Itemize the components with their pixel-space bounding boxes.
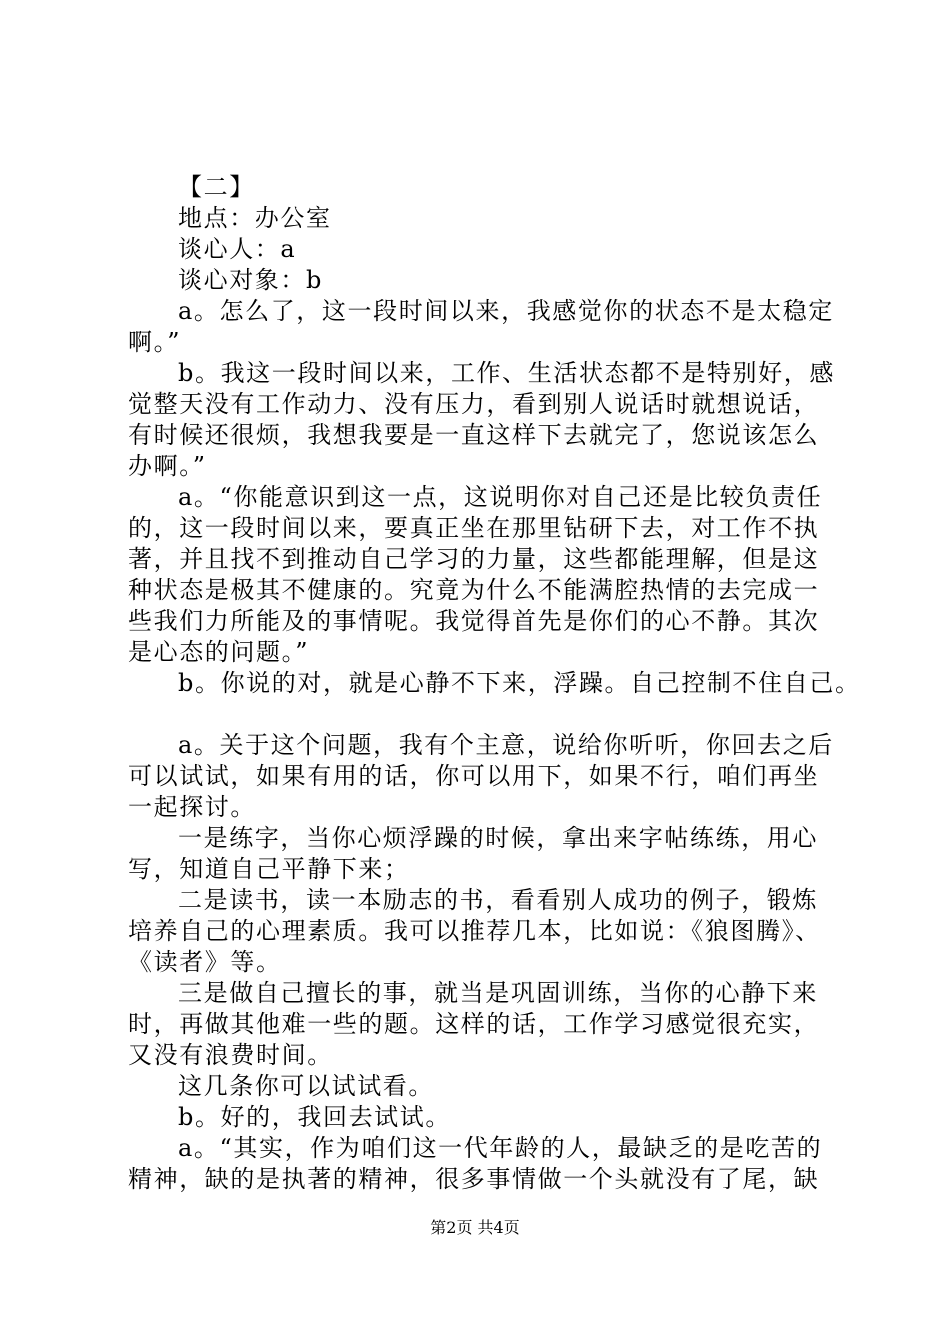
blank-line [128,699,838,730]
document-body [128,172,861,1195]
dialogue-paragraph: 这几条你可以试试看。 [178,1072,434,1100]
location-line: 地点：办公室 [178,204,332,232]
listener-line: 谈心对象：b [178,266,323,294]
dialogue-paragraph: b。好的，我回去试试。 [178,1103,451,1131]
page-footer: 第2页 共4页 [430,1218,520,1237]
list-item: 三是做自己擅长的事，就当是巩固训练，当你的心静下来时，再做其他难一些的题。这样的话，工作学习感觉很充实，又没有浪费时间。 [128,979,820,1069]
dialogue-paragraph: a。怎么了，这一段时间以来，我感觉你的状态不是太稳定啊。” [128,297,834,356]
dialogue-paragraph: b。你说的对，就是心静不下来，浮躁。自己控制不住自己。 [178,669,861,697]
dialogue-paragraph: a。“你能意识到这一点，这说明你对自己还是比较负责任的，这一段时间以来，要真正坐在那里钻研下去，对工作不执著，并且找不到推动自己学习的力量，这些都能理解，但是这种状态是极其不健康的。究竟为什么不能满腔热情的去完成一些我们力所能及的事情呢。我觉得首先是你们的心不静。其次是心态的问题。” [128,483,823,666]
dialogue-paragraph: b。我这一段时间以来，工作、生活状态都不是特别好，感觉整天没有工作动力、没有压力，看到别人说话时就想说话，有时候还很烦，我想我要是一直这样下去就完了，您说该怎么办啊。” [128,359,835,480]
list-item: 一是练字，当你心烦浮躁的时候，拿出来字帖练练，用心写，知道自己平静下来； [128,824,818,883]
dialogue-paragraph: a。“其实，作为咱们这一代年龄的人，最缺乏的是吃苦的精神，缺的是执著的精神，很多事情做一个头就没有了尾，缺 [128,1134,823,1193]
dialogue-paragraph: a。关于这个问题，我有个主意，说给你听听，你回去之后可以试试，如果有用的话，你可以用下，如果不行，咱们再坐一起探讨。 [128,731,834,821]
speaker-line: 谈心人：a [178,235,297,263]
section-heading: 【二】 [178,173,255,201]
list-item: 二是读书，读一本励志的书，看看别人成功的例子，锻炼培养自己的心理素质。我可以推荐几本，比如说：《狼图腾》、《读者》等。 [128,886,821,976]
